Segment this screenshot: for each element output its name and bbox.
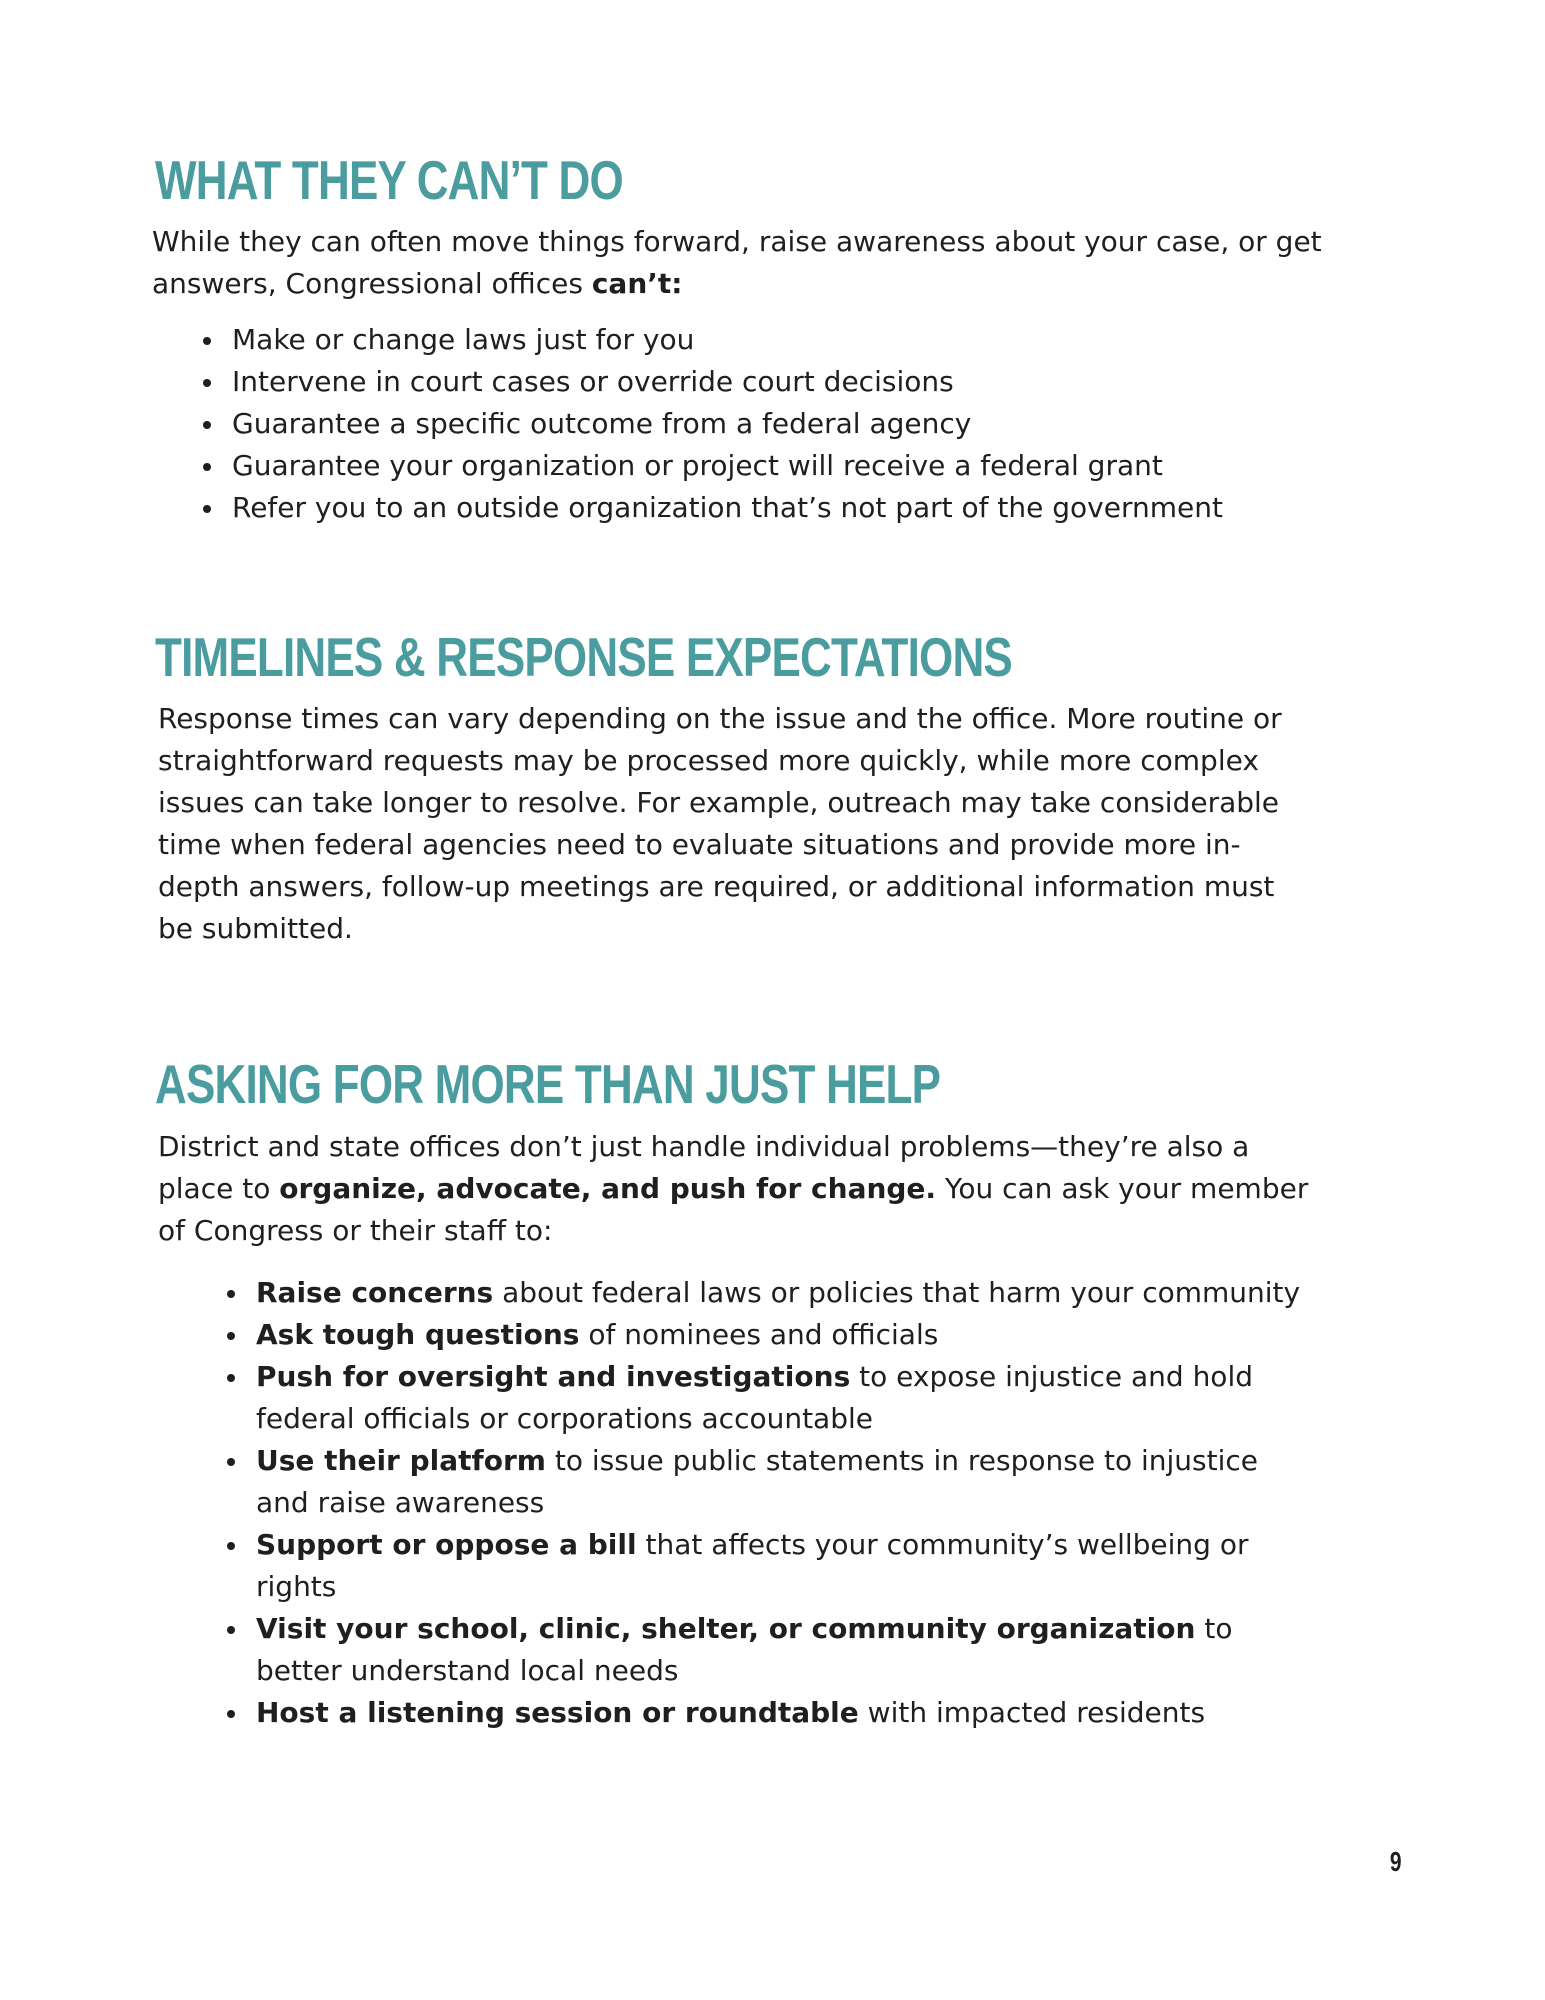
asking-more-intro-after: You can ask your member of Congress or their staff to:: [158, 1172, 1309, 1247]
list-item-text: of nominees and officials: [579, 1318, 939, 1351]
list-item: [256, 1608, 1316, 1692]
list-item-bold: Support or oppose a bill: [256, 1528, 637, 1561]
list-item: [256, 1314, 1316, 1356]
list-item: Guarantee a specific outcome from a federal agency: [232, 403, 1223, 445]
list-item: Make or change laws just for you: [232, 319, 1223, 361]
list-item: Intervene in court cases or override court decisions: [232, 361, 1223, 403]
list-item-text: about federal laws or policies that harm your community: [493, 1276, 1301, 1309]
cant-do-intro-text: While they can often move things forward, raise awareness about your case, or get answers, Congressional offices: [152, 225, 1322, 300]
list-item: [256, 1524, 1316, 1608]
list-item: [256, 1440, 1316, 1524]
section-heading-cant-do: WHAT THEY CAN’T DO: [155, 149, 623, 211]
list-item-text: with impacted residents: [858, 1696, 1206, 1729]
list-item-text: to better understand local needs: [256, 1612, 1233, 1687]
section-heading-timelines: TIMELINES & RESPONSE EXPECTATIONS: [155, 626, 1012, 688]
list-item-bold: Host a listening session or roundtable: [256, 1696, 859, 1729]
list-item: Refer you to an outside organization that’s not part of the government: [232, 487, 1223, 529]
page-number: 9: [1390, 1846, 1402, 1877]
list-item: Guarantee your organization or project will receive a federal grant: [232, 445, 1223, 487]
section-heading-asking-more: ASKING FOR MORE THAN JUST HELP: [155, 1053, 941, 1115]
list-item-text: to issue public statements in response to injustice and raise awareness: [256, 1444, 1258, 1519]
asking-more-intro-bold: organize, advocate, and push for change.: [279, 1172, 937, 1205]
list-item-bold: Raise concerns: [256, 1276, 494, 1309]
timelines-body: Response times can vary depending on the issue and the office. More routine or straightforward requests may be processed more quickly, while more complex issues can take longer to resolve. For example, outreach may take considerable time when federal agencies need to evaluate situations and provide more in-depth answers, follow-up meetings are required, or additional information must be submitted.: [158, 702, 1282, 945]
list-item: [256, 1356, 1316, 1440]
asking-more-list: [256, 1272, 1316, 1734]
list-item-text: to expose injustice and hold federal officials or corporations accountable: [256, 1360, 1253, 1435]
list-item-bold: Use their platform: [256, 1444, 546, 1477]
list-item-text: that affects your community’s wellbeing or rights: [256, 1528, 1249, 1603]
list-item-bold: Push for oversight and investigations: [256, 1360, 851, 1393]
list-item-bold: Visit your school, clinic, shelter, or community organization: [256, 1612, 1196, 1645]
list-item-bold: Ask tough questions: [256, 1318, 580, 1351]
cant-do-list: [232, 319, 1223, 529]
list-item: [256, 1272, 1316, 1314]
list-item: [256, 1692, 1316, 1734]
asking-more-intro-before: District and state offices don’t just handle individual problems—they’re also a place to: [158, 1130, 1250, 1205]
cant-do-intro-bold: can’t:: [591, 267, 683, 300]
asking-more-intro: [158, 1126, 1328, 1252]
cant-do-intro: [152, 221, 1332, 305]
